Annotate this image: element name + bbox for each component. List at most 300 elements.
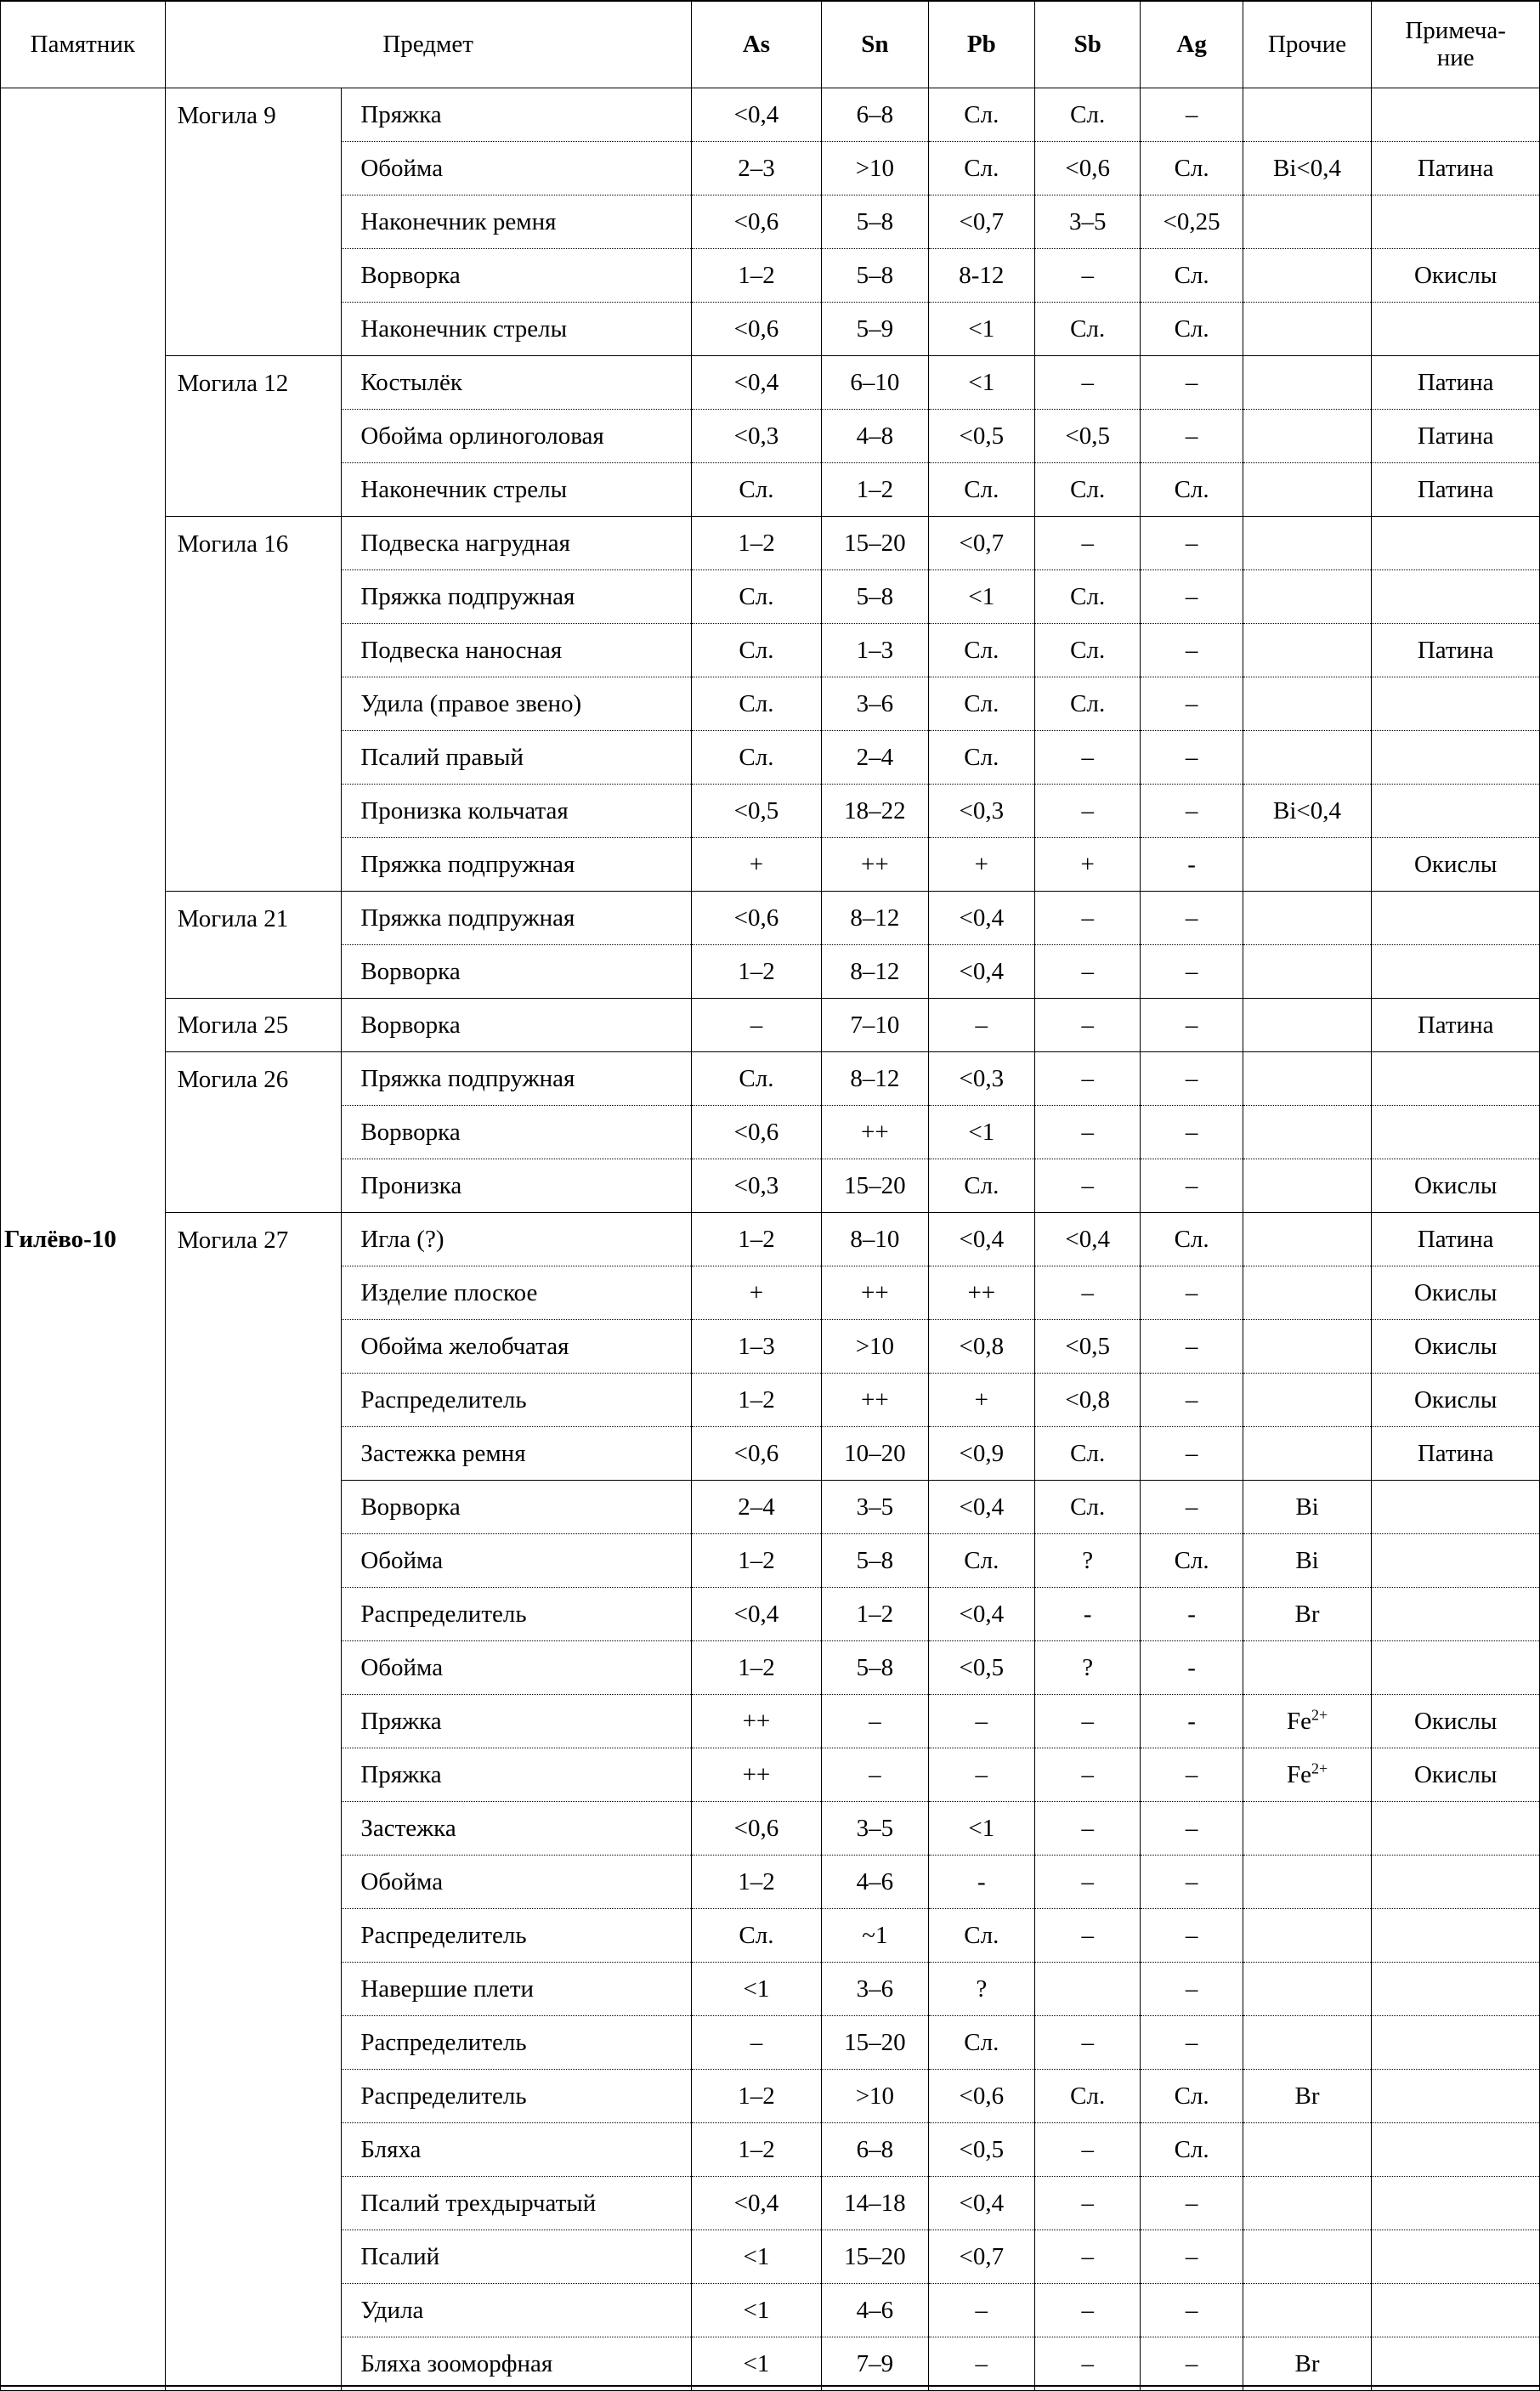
cell-pb: <0,6 <box>928 2070 1034 2123</box>
burial-label-cell: Могила 12 <box>165 356 342 517</box>
cell-other <box>1243 838 1372 892</box>
burial-label-cell: Могила 9 <box>165 88 342 356</box>
cell-sn: 3–6 <box>822 677 928 731</box>
cell-pb: + <box>928 838 1034 892</box>
cell-note <box>1372 1534 1540 1588</box>
cell-pb: Сл. <box>928 677 1034 731</box>
cell-other: Bi <box>1243 1481 1372 1534</box>
cell-note <box>1372 2337 1540 2391</box>
cell-as: Сл. <box>691 1909 822 1963</box>
cell-sn: 15–20 <box>822 2230 928 2284</box>
column-header-item: Предмет <box>165 1 691 88</box>
column-header-note-line1: Примеча- <box>1405 16 1506 44</box>
cell-note: Окислы <box>1372 1159 1540 1213</box>
cell-item: Пряжка <box>342 1748 691 1802</box>
cell-note: Окислы <box>1372 1748 1540 1802</box>
cell-sn: 8–12 <box>822 945 928 999</box>
cell-ag: – <box>1141 1802 1243 1856</box>
cell-sn: – <box>822 1748 928 1802</box>
cell-sn: ++ <box>822 1266 928 1320</box>
cell-ag: – <box>1141 517 1243 570</box>
cell-ag: – <box>1141 785 1243 838</box>
cell-note: Патина <box>1372 999 1540 1052</box>
cell-sn: 3–6 <box>822 1963 928 2016</box>
cell-ag: – <box>1141 892 1243 945</box>
cell-note: Патина <box>1372 410 1540 463</box>
cell-item: Распределитель <box>342 1588 691 1641</box>
cell-ag: – <box>1141 1748 1243 1802</box>
cell-pb: – <box>928 1748 1034 1802</box>
cell-other <box>1243 517 1372 570</box>
cell-sn: 15–20 <box>822 517 928 570</box>
cell-as: <0,3 <box>691 1159 822 1213</box>
cell-pb: 8-12 <box>928 249 1034 303</box>
cell-item: Подвеска нагрудная <box>342 517 691 570</box>
cell-note <box>1372 570 1540 624</box>
cell-item: Обойма <box>342 1534 691 1588</box>
burial-label-cell: Могила 27 <box>165 1213 342 2391</box>
cell-note <box>1372 1802 1540 1856</box>
cell-ag: – <box>1141 1159 1243 1213</box>
cell-other <box>1243 1106 1372 1159</box>
cell-as: <0,4 <box>691 88 822 142</box>
cell-pb: - <box>928 1856 1034 1909</box>
cell-pb: Сл. <box>928 624 1034 677</box>
cell-pb: Сл. <box>928 1909 1034 1963</box>
cell-ag: Сл. <box>1141 142 1243 195</box>
cell-sn: >10 <box>822 2070 928 2123</box>
cell-other <box>1243 1159 1372 1213</box>
cell-sn: >10 <box>822 142 928 195</box>
cell-note: Окислы <box>1372 249 1540 303</box>
cell-as: <1 <box>691 2284 822 2337</box>
cell-pb: <0,4 <box>928 1481 1034 1534</box>
cell-sn: 1–2 <box>822 1588 928 1641</box>
cell-as: Сл. <box>691 731 822 785</box>
cell-sb: – <box>1035 356 1141 410</box>
cell-other <box>1243 88 1372 142</box>
cell-sb: – <box>1035 1909 1141 1963</box>
cell-item: Изделие плоское <box>342 1266 691 1320</box>
cell-sn: 7–9 <box>822 2337 928 2391</box>
cell-sn: 5–8 <box>822 249 928 303</box>
cell-sb: - <box>1035 1588 1141 1641</box>
cell-note <box>1372 892 1540 945</box>
cell-ag: – <box>1141 2016 1243 2070</box>
cell-sb: – <box>1035 1802 1141 1856</box>
cell-sb: Сл. <box>1035 1481 1141 1534</box>
column-header-pb: Pb <box>928 1 1034 88</box>
cell-sn: 4–6 <box>822 2284 928 2337</box>
cell-as: 2–4 <box>691 1481 822 1534</box>
cell-item: Распределитель <box>342 2016 691 2070</box>
cell-sn: >10 <box>822 1320 928 1374</box>
cell-sn: ~1 <box>822 1909 928 1963</box>
cell-pb: Сл. <box>928 463 1034 517</box>
cell-sn: ++ <box>822 1374 928 1427</box>
cell-pb: Сл. <box>928 2016 1034 2070</box>
cell-sn: 7–10 <box>822 999 928 1052</box>
cell-ag: - <box>1141 1695 1243 1748</box>
cell-sb: <0,6 <box>1035 142 1141 195</box>
cell-sn: 14–18 <box>822 2177 928 2230</box>
cell-as: ++ <box>691 1695 822 1748</box>
cell-item: Обойма желобчатая <box>342 1320 691 1374</box>
cell-pb: – <box>928 999 1034 1052</box>
cell-sn: 4–8 <box>822 410 928 463</box>
cell-ag: – <box>1141 356 1243 410</box>
cell-sb: <0,5 <box>1035 1320 1141 1374</box>
cell-ag: – <box>1141 1320 1243 1374</box>
cell-as: <1 <box>691 2337 822 2391</box>
cell-sb: Сл. <box>1035 1427 1141 1481</box>
cell-note <box>1372 2070 1540 2123</box>
cell-pb: <1 <box>928 1802 1034 1856</box>
cell-item: Распределитель <box>342 2070 691 2123</box>
cell-pb: <0,8 <box>928 1320 1034 1374</box>
cell-pb: <0,5 <box>928 410 1034 463</box>
cell-note: Патина <box>1372 356 1540 410</box>
cell-other <box>1243 2230 1372 2284</box>
cell-sn: 8–12 <box>822 1052 928 1106</box>
cell-ag: – <box>1141 731 1243 785</box>
cell-item: Подвеска наносная <box>342 624 691 677</box>
cell-pb: <0,4 <box>928 1588 1034 1641</box>
cell-pb: <0,3 <box>928 1052 1034 1106</box>
cell-as: 1–2 <box>691 2070 822 2123</box>
cell-ag: – <box>1141 1266 1243 1320</box>
cell-note: Окислы <box>1372 838 1540 892</box>
cell-sn: 10–20 <box>822 1427 928 1481</box>
column-header-as: As <box>691 1 822 88</box>
cell-other <box>1243 570 1372 624</box>
cell-sn: 3–5 <box>822 1802 928 1856</box>
cell-item: Бляха зооморфная <box>342 2337 691 2391</box>
cell-as: <0,4 <box>691 2177 822 2230</box>
cell-pb: – <box>928 2284 1034 2337</box>
cell-as: <0,6 <box>691 1802 822 1856</box>
cell-as: <0,6 <box>691 303 822 356</box>
cell-pb: ++ <box>928 1266 1034 1320</box>
cell-note <box>1372 1481 1540 1534</box>
column-header-site: Памятник <box>1 1 166 88</box>
cell-sn: ++ <box>822 838 928 892</box>
cell-other <box>1243 1213 1372 1266</box>
cell-other <box>1243 2016 1372 2070</box>
cell-other <box>1243 410 1372 463</box>
cell-item: Распределитель <box>342 1909 691 1963</box>
cell-item: Игла (?) <box>342 1213 691 1266</box>
cell-ag: – <box>1141 570 1243 624</box>
cell-sb: Сл. <box>1035 463 1141 517</box>
cell-pb: Сл. <box>928 88 1034 142</box>
cell-as: – <box>691 999 822 1052</box>
cell-as: Сл. <box>691 1052 822 1106</box>
cell-item: Пряжка подпружная <box>342 892 691 945</box>
cell-sn: 18–22 <box>822 785 928 838</box>
cell-item: Ворворка <box>342 249 691 303</box>
cell-as: 1–2 <box>691 1534 822 1588</box>
cell-note: Патина <box>1372 142 1540 195</box>
cell-sb <box>1035 1963 1141 2016</box>
cell-item: Навершие плети <box>342 1963 691 2016</box>
cell-sn: 1–2 <box>822 463 928 517</box>
burial-label-cell: Могила 25 <box>165 999 342 1052</box>
cell-sn: 1–3 <box>822 624 928 677</box>
cell-note <box>1372 88 1540 142</box>
cell-sb: Сл. <box>1035 624 1141 677</box>
cell-pb: ? <box>928 1963 1034 2016</box>
cell-as: <0,6 <box>691 1427 822 1481</box>
cell-sb: – <box>1035 999 1141 1052</box>
cell-as: Сл. <box>691 570 822 624</box>
cell-as: 1–2 <box>691 1374 822 1427</box>
cell-ag: Сл. <box>1141 2123 1243 2177</box>
cell-sb: – <box>1035 1052 1141 1106</box>
cell-as: Сл. <box>691 463 822 517</box>
cell-note <box>1372 945 1540 999</box>
cell-note <box>1372 1052 1540 1106</box>
cell-other <box>1243 945 1372 999</box>
burial-label-cell: Могила 16 <box>165 517 342 892</box>
cell-other: Bi <box>1243 1534 1372 1588</box>
cell-pb: <1 <box>928 570 1034 624</box>
cell-sb: – <box>1035 731 1141 785</box>
cell-ag: – <box>1141 1909 1243 1963</box>
cell-other <box>1243 1320 1372 1374</box>
cell-pb: <0,4 <box>928 945 1034 999</box>
cell-item: Пряжка подпружная <box>342 838 691 892</box>
cell-as: <0,6 <box>691 892 822 945</box>
cell-item: Костылёк <box>342 356 691 410</box>
cell-as: <0,4 <box>691 1588 822 1641</box>
cell-pb: <0,4 <box>928 892 1034 945</box>
cell-other <box>1243 2177 1372 2230</box>
cell-as: + <box>691 838 822 892</box>
cell-pb: <0,4 <box>928 1213 1034 1266</box>
cell-ag: – <box>1141 677 1243 731</box>
cell-note: Патина <box>1372 463 1540 517</box>
cell-note <box>1372 303 1540 356</box>
cell-sb: – <box>1035 892 1141 945</box>
cell-as: 1–2 <box>691 1641 822 1695</box>
cell-sn: 3–5 <box>822 1481 928 1534</box>
cell-note <box>1372 2177 1540 2230</box>
cell-sn: 5–8 <box>822 1641 928 1695</box>
cell-as: <0,3 <box>691 410 822 463</box>
cell-ag: Сл. <box>1141 1534 1243 1588</box>
cell-other <box>1243 303 1372 356</box>
cell-ag: – <box>1141 1106 1243 1159</box>
cell-pb: <1 <box>928 356 1034 410</box>
column-header-sb: Sb <box>1035 1 1141 88</box>
cell-other <box>1243 1374 1372 1427</box>
cell-pb: Сл. <box>928 142 1034 195</box>
cell-pb: <1 <box>928 303 1034 356</box>
cell-note: Патина <box>1372 624 1540 677</box>
cell-ag: – <box>1141 1427 1243 1481</box>
cell-sb: – <box>1035 1266 1141 1320</box>
cell-other: Bi<0,4 <box>1243 785 1372 838</box>
cell-pb: <0,3 <box>928 785 1034 838</box>
cell-ag: <0,25 <box>1141 195 1243 249</box>
cell-sb: – <box>1035 2016 1141 2070</box>
cell-as: <0,6 <box>691 195 822 249</box>
cell-other <box>1243 1266 1372 1320</box>
cell-as: 1–2 <box>691 1856 822 1909</box>
cell-ag: – <box>1141 1052 1243 1106</box>
table-row <box>1 1213 1540 1266</box>
table-row <box>1 88 1540 142</box>
cell-item: Псалий правый <box>342 731 691 785</box>
cell-ag: Сл. <box>1141 2070 1243 2123</box>
cell-item: Ворворка <box>342 1481 691 1534</box>
cell-ag: – <box>1141 1374 1243 1427</box>
cell-pb: Сл. <box>928 1534 1034 1588</box>
cell-ag: – <box>1141 2284 1243 2337</box>
cell-other <box>1243 195 1372 249</box>
cell-note <box>1372 1909 1540 1963</box>
cell-sn: 5–8 <box>822 195 928 249</box>
cell-item: Обойма <box>342 1641 691 1695</box>
table-row <box>1 517 1540 570</box>
cell-note: Патина <box>1372 1213 1540 1266</box>
cell-sn: 2–4 <box>822 731 928 785</box>
column-header-other: Прочие <box>1243 1 1372 88</box>
cell-note <box>1372 677 1540 731</box>
cell-as: Сл. <box>691 624 822 677</box>
cell-sn: – <box>822 1695 928 1748</box>
cell-note: Патина <box>1372 1427 1540 1481</box>
cell-pb: + <box>928 1374 1034 1427</box>
cell-other: $Fe^{2+}$ <box>1243 1695 1372 1748</box>
cell-ag: Сл. <box>1141 249 1243 303</box>
cell-item: Бляха <box>342 2123 691 2177</box>
cell-other <box>1243 1963 1372 2016</box>
cell-other <box>1243 731 1372 785</box>
cell-item: Пряжка <box>342 88 691 142</box>
column-header-ag: Ag <box>1141 1 1243 88</box>
cell-sb: Сл. <box>1035 303 1141 356</box>
cell-as: <0,4 <box>691 356 822 410</box>
cell-sb: – <box>1035 1159 1141 1213</box>
cell-sn: 6–10 <box>822 356 928 410</box>
cell-pb: <0,7 <box>928 195 1034 249</box>
cell-note <box>1372 1106 1540 1159</box>
cell-sn: 5–8 <box>822 1534 928 1588</box>
column-header-note <box>1372 1 1540 88</box>
cell-item: Удила <box>342 2284 691 2337</box>
cell-item: Псалий <box>342 2230 691 2284</box>
cell-other <box>1243 249 1372 303</box>
cell-pb: – <box>928 2337 1034 2391</box>
cell-other <box>1243 1909 1372 1963</box>
cell-other <box>1243 1427 1372 1481</box>
cell-sn: 15–20 <box>822 1159 928 1213</box>
table-header <box>1 1 1540 88</box>
cell-sb: + <box>1035 838 1141 892</box>
table-body <box>1 88 1540 2391</box>
cell-note <box>1372 517 1540 570</box>
column-header-note-line2: ние <box>1436 44 1475 71</box>
cell-note <box>1372 785 1540 838</box>
cell-ag: – <box>1141 410 1243 463</box>
cell-other <box>1243 463 1372 517</box>
cell-as: <0,5 <box>691 785 822 838</box>
cell-note <box>1372 1963 1540 2016</box>
cell-item: Наконечник стрелы <box>342 463 691 517</box>
cell-ag: - <box>1141 838 1243 892</box>
cell-item: Пронизка кольчатая <box>342 785 691 838</box>
table-row <box>1 892 1540 945</box>
cell-item: Пронизка <box>342 1159 691 1213</box>
cell-note <box>1372 2284 1540 2337</box>
cell-ag: – <box>1141 88 1243 142</box>
cell-other: Br <box>1243 2070 1372 2123</box>
cell-other <box>1243 892 1372 945</box>
cell-item: Застежка <box>342 1802 691 1856</box>
cell-item: Распределитель <box>342 1374 691 1427</box>
cell-sb: – <box>1035 2284 1141 2337</box>
cell-other <box>1243 677 1372 731</box>
cell-sb: ? <box>1035 1641 1141 1695</box>
cell-sb: – <box>1035 1748 1141 1802</box>
cell-sb: – <box>1035 785 1141 838</box>
cell-sb: – <box>1035 2230 1141 2284</box>
cell-note <box>1372 1641 1540 1695</box>
cell-item: Обойма <box>342 142 691 195</box>
cell-as: – <box>691 2016 822 2070</box>
cell-sb: <0,8 <box>1035 1374 1141 1427</box>
cell-ag: - <box>1141 1641 1243 1695</box>
cell-pb: <0,9 <box>928 1427 1034 1481</box>
cell-sn: 6–8 <box>822 2123 928 2177</box>
column-header-sn: Sn <box>822 1 928 88</box>
cell-item: Застежка ремня <box>342 1427 691 1481</box>
cell-note <box>1372 195 1540 249</box>
cell-other: Br <box>1243 2337 1372 2391</box>
cell-as: <0,6 <box>691 1106 822 1159</box>
cell-sb: 3–5 <box>1035 195 1141 249</box>
cell-sb: Сл. <box>1035 677 1141 731</box>
cell-sb: Сл. <box>1035 2070 1141 2123</box>
cell-pb: <0,7 <box>928 2230 1034 2284</box>
cell-item: Обойма орлиноголовая <box>342 410 691 463</box>
cell-note <box>1372 731 1540 785</box>
cell-other <box>1243 2284 1372 2337</box>
cell-note <box>1372 1856 1540 1909</box>
table-row <box>1 1052 1540 1106</box>
cell-sn: ++ <box>822 1106 928 1159</box>
cell-item: Обойма <box>342 1856 691 1909</box>
cell-ag: – <box>1141 2177 1243 2230</box>
cell-note <box>1372 2123 1540 2177</box>
cell-ag: – <box>1141 999 1243 1052</box>
table-top-frame <box>0 0 1540 5</box>
table-row <box>1 999 1540 1052</box>
cell-other: Bi<0,4 <box>1243 142 1372 195</box>
cell-item: Ворворка <box>342 999 691 1052</box>
cell-pb: Сл. <box>928 731 1034 785</box>
cell-as: ++ <box>691 1748 822 1802</box>
cell-note <box>1372 2016 1540 2070</box>
cell-ag: – <box>1141 1481 1243 1534</box>
cell-other <box>1243 1052 1372 1106</box>
cell-sb: – <box>1035 1695 1141 1748</box>
cell-note: Окислы <box>1372 1266 1540 1320</box>
cell-other <box>1243 1802 1372 1856</box>
cell-other <box>1243 624 1372 677</box>
